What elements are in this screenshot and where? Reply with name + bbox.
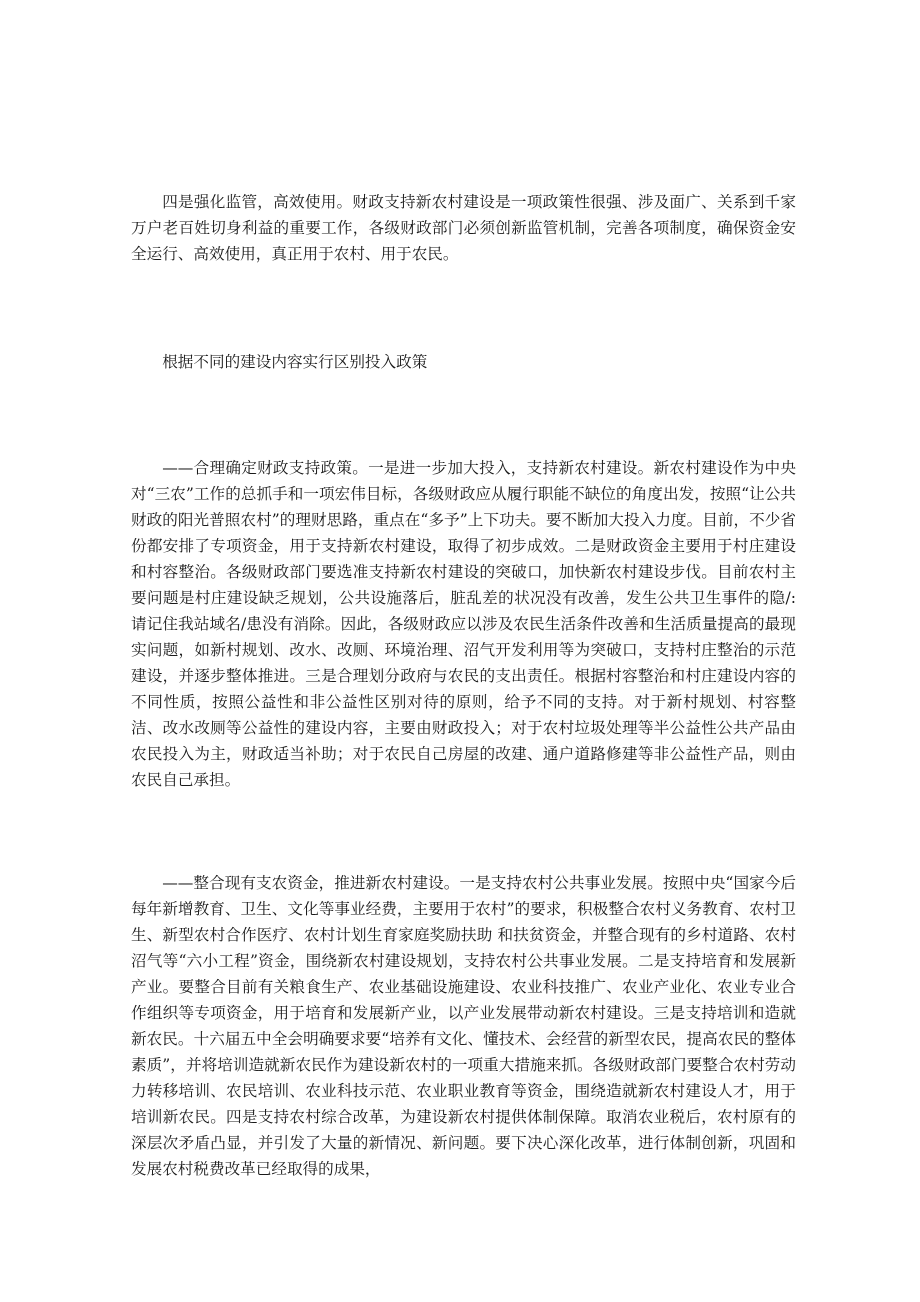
paragraph-integrate-funds: ——整合现有支农资金，推进新农村建设。一是支持农村公共事业发展。按照中央“国家今后每年新增教育、卫生、文化等事业经费，主要用于农村”的要求，积极整合农村义务教育、农村卫生、新型农村合作医疗、农村计划生育家庭奖励扶助 和扶贫资金，并整合现有的乡村道路、农村沼气等“六小工程”资金，围绕新农村建设规划，支持农村公共事业发展。二是支持培育和发展新产业。要整合目前有关粮食生产、农业基础设施建设、农业科技推广、农业产业化、农业专业合作组织等专项资金，用于培育和发展新产业，以产业发展带动新农村建设。三是支持培训和造就新农民。十六届五中全会明确要求要“培养有文化、懂技术、会经营的新型农民，提高农民的整体素质”，并将培训造就新农民作为建设新农村的一项重大措施来抓。各级财政部门要整合农村劳动力转移培训、农民培训、农业科技示范、农业职业教育等资金，围绕造就新农村建设人才，用于培训新农民。四是支持农村综合改革，为建设新农村提供体制保障。取消农业税后，农村原有的深层次矛盾凸显，并引发了大量的新情况、新问题。要下决心深化改革，进行体制创新，巩固和发展农村税费改革已经取得的成果， bbox=[131, 874, 796, 1178]
section-heading: 根据不同的建设内容实行区别投入政策 bbox=[162, 353, 428, 371]
paragraph-fiscal-policy: ——合理确定财政支持政策。一是进一步加大投入，支持新农村建设。新农村建设作为中央对“三农”工作的总抓手和一项宏伟目标，各级财政应从履行职能不缺位的角度出发，按照“让公共财政的阳光普照农村”的理财思路，重点在“多予”上下功夫。要不断加大投入力度。目前，不少省份都安排了专项资金，用于支持新农村建设，取得了初步成效。二是财政资金主要用于村庄建设和村容整治。各级财政部门要选准支持新农村建设的突破口，加快新农村建设步伐。目前农村主要问题是村庄建设缺乏规划，公共设施落后，脏乱差的状况没有改善，发生公共卫生事件的隐/:请记住我站域名/患没有消除。因此，各级财政应以涉及农民生活条件改善和生活质量提高的最现实问题，如新村规划、改水、改厕、环境治理、沼气开发利用等为突破口，支持村庄整治的示范建设，并逐步整体推进。三是合理划分政府与农民的支出责任。根据村容整治和村庄建设内容的不同性质，按照公益性和非公益性区别对待的原则，给予不同的支持。对于新村规划、村容整洁、改水改厕等公益性的建设内容，主要由财政投入；对于农村垃圾处理等半公益性公共产品由农民投入为主，财政适当补助；对于农民自己房屋的改建、通户道路修建等非公益性产品，则由农民自己承担。 bbox=[131, 459, 796, 789]
paragraph-supervision: 四是强化监管，高效使用。财政支持新农村建设是一项政策性很强、涉及面广、关系到千家万户老百姓切身利益的重要工作，各级财政部门必须创新监管机制，完善各项制度，确保资金安全运行、高效使用，真正用于农村、用于农民。 bbox=[131, 193, 796, 263]
